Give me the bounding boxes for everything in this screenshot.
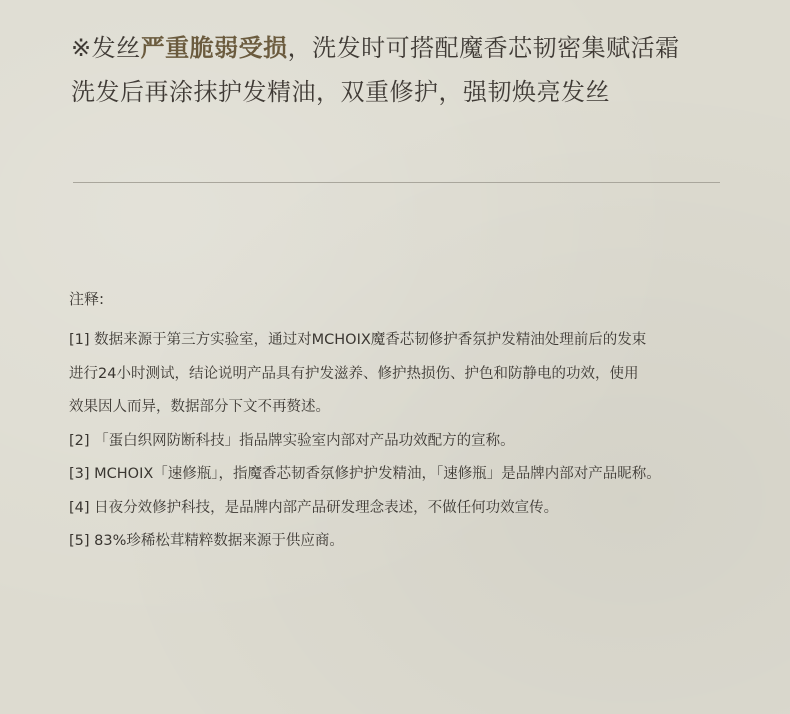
note-line: [1] 数据来源于第三方实验室，通过对MCHOIX魔香芯韧修护香氛护发精油处理前后的发束 <box>69 332 647 348</box>
usage-tip <box>71 26 771 114</box>
usage-tip-emphasis: 严重脆弱受损 <box>140 34 288 62</box>
note-line: 进行24小时测试，结论说明产品具有护发滋养、修护热损伤、护色和防静电的功效，使用 <box>69 365 639 382</box>
notes-title: 注释: <box>69 290 105 308</box>
usage-tip-suffix: ，洗发时可搭配魔香芯韧密集赋活霜 <box>287 34 680 62</box>
note-line: [5] 83%珍稀松茸精粹数据来源于供应商。 <box>69 533 344 549</box>
divider <box>73 182 720 183</box>
note-line: 效果因人而异，数据部分下文不再赘述。 <box>69 399 330 415</box>
usage-tip-line-1 <box>71 26 771 70</box>
note-line: [2] 「蛋白织网防断科技」指品牌实验室内部对产品功效配方的宣称。 <box>69 432 515 449</box>
note-line: [4] 日夜分效修护科技，是品牌内部产品研发理念表述，不做任何功效宣传。 <box>69 499 559 516</box>
usage-tip-prefix: ※发丝 <box>71 34 141 62</box>
note-line: [3] MCHOIX「速修瓶」，指魔香芯韧香氛修护护发精油，「速修瓶」是品牌内部对产品昵称。 <box>69 466 661 482</box>
usage-tip-line-2: 洗发后再涂抹护发精油，双重修护，强韧焕亮发丝 <box>71 78 610 106</box>
notes-list <box>69 324 769 559</box>
